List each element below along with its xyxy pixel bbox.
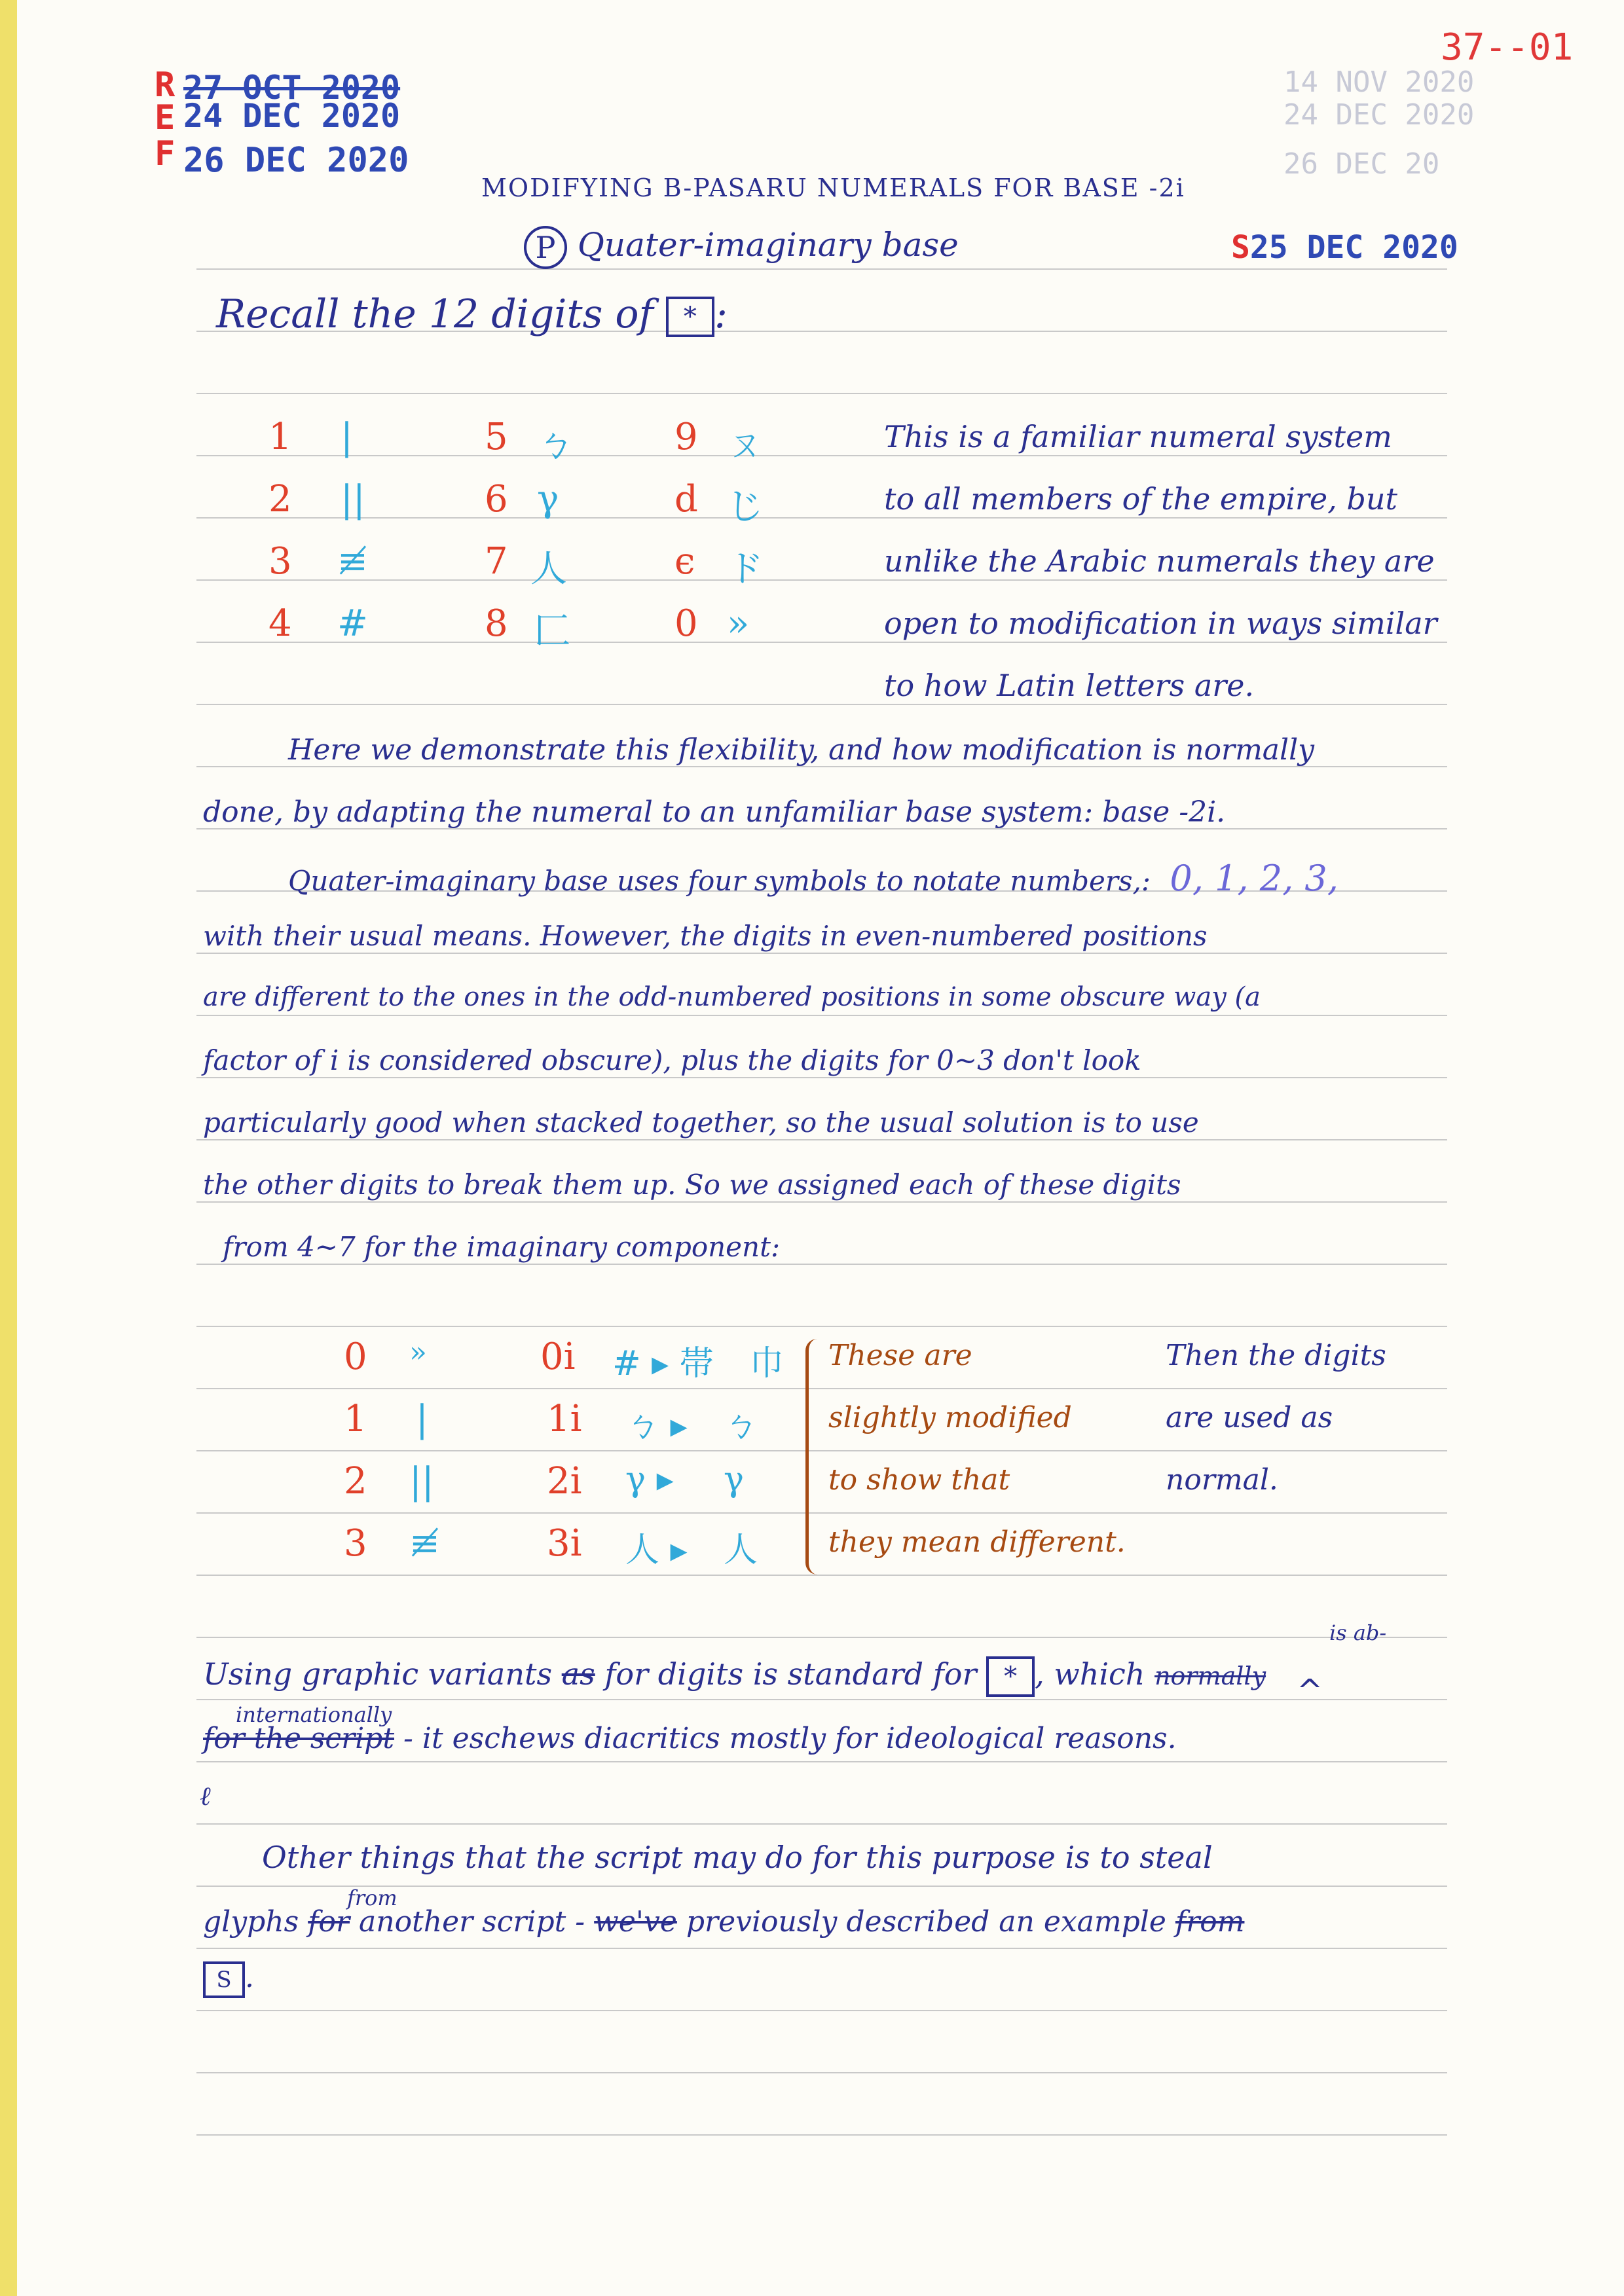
page-subtitle xyxy=(524,226,959,269)
ruled-line xyxy=(196,1699,1447,1700)
ghost-stamp: 26 DEC 20 xyxy=(1283,147,1440,181)
margin-mark: ℓ xyxy=(200,1781,211,1812)
paragraph-line: from 4~7 for the imaginary component: xyxy=(223,1231,781,1263)
bracket-note-line: slightly modified xyxy=(828,1401,1072,1434)
imag-digit-final: γ xyxy=(724,1460,745,1499)
then-note-line: are used as xyxy=(1166,1401,1333,1434)
ruled-line xyxy=(196,1015,1447,1016)
bracket-note-line: These are xyxy=(828,1339,972,1372)
digit-arabic: 1 xyxy=(268,416,292,458)
side-note-line: to all members of the empire, but xyxy=(884,481,1397,517)
real-digit: 0 xyxy=(344,1336,367,1378)
recall-line xyxy=(216,291,728,337)
ruled-line xyxy=(196,393,1447,394)
imag-digit: 0i xyxy=(540,1336,576,1378)
imag-digit: 3i xyxy=(547,1522,582,1565)
paragraph-line: with their usual means. However, the digits in even-numbered positions xyxy=(203,920,1208,952)
ruled-line xyxy=(196,642,1447,643)
symbol-list: 0, 1, 2, 3, xyxy=(1170,858,1338,899)
digit-glyph: » xyxy=(727,602,750,645)
bracket-note-line: they mean different. xyxy=(828,1525,1126,1559)
ruled-line xyxy=(196,1761,1447,1762)
imag-digit-final: 巾 xyxy=(750,1344,784,1383)
paragraph-line xyxy=(203,1656,1266,1697)
paragraph-text: Using graphic variants xyxy=(203,1656,553,1692)
imag-digit-glyph: ㄅ ▸ xyxy=(625,1406,688,1446)
paragraph-line xyxy=(203,1722,1177,1755)
s-symbol-icon: S xyxy=(203,1961,245,1998)
ruled-line xyxy=(196,1201,1447,1203)
struck-word: normally xyxy=(1154,1662,1266,1690)
digit-arabic: 8 xyxy=(485,602,508,645)
digit-glyph: || xyxy=(341,478,365,520)
ruled-line xyxy=(196,1948,1447,1949)
paragraph-line: Other things that the script may do for this purpose is to steal xyxy=(262,1840,1213,1875)
script-symbol-icon: * xyxy=(666,297,714,337)
paragraph-line xyxy=(288,858,1338,899)
ghost-stamp: 24 DEC 2020 xyxy=(1283,98,1475,132)
stamp-ref-letter: R xyxy=(155,65,175,105)
stamp-date-struck: 27 OCT 2020 xyxy=(183,69,401,107)
paragraph-text: for digits is standard for xyxy=(604,1656,977,1692)
stamp-date: 26 DEC 2020 xyxy=(183,141,409,180)
side-note-line: to how Latin letters are. xyxy=(884,668,1255,703)
paragraph-text: another script - xyxy=(359,1905,585,1939)
digit-arabic: 3 xyxy=(268,540,292,583)
digit-arabic: 9 xyxy=(674,416,698,458)
paragraph-text: . xyxy=(245,1961,254,1994)
date-prefix: S xyxy=(1231,229,1250,266)
insertion-caret: ^ xyxy=(1297,1673,1323,1709)
paragraph-line: the other digits to break them up. So we assigned each of these digits xyxy=(203,1169,1181,1201)
real-digit: 3 xyxy=(344,1522,367,1565)
paragraph-text: Quater-imaginary base uses four symbols to notate numbers,: xyxy=(288,865,1151,897)
ruled-line xyxy=(196,1077,1447,1078)
p-circled-icon: P xyxy=(524,226,567,269)
paragraph-line xyxy=(203,1961,254,1998)
date-text: 25 DEC 2020 xyxy=(1249,229,1458,266)
digit-arabic: 6 xyxy=(485,478,508,520)
digit-arabic: 0 xyxy=(674,602,698,645)
stamp-ref-letter: E xyxy=(155,98,175,137)
ghost-stamp: 14 NOV 2020 xyxy=(1283,65,1475,99)
real-digit: 2 xyxy=(344,1460,367,1503)
paragraph-line xyxy=(203,1905,1244,1939)
digit-glyph: ≢ xyxy=(337,540,368,583)
ruled-line xyxy=(196,1139,1447,1140)
ruled-line xyxy=(196,455,1447,456)
ruled-line xyxy=(196,1326,1447,1327)
paragraph-text: , which xyxy=(1035,1656,1145,1692)
ruled-line xyxy=(196,579,1447,581)
inserted-word: is ab- xyxy=(1329,1620,1387,1645)
struck-word: for the script xyxy=(203,1722,395,1755)
bracket-note-line: to show that xyxy=(828,1463,1010,1497)
recall-text: Recall the 12 digits of xyxy=(216,291,654,337)
digit-glyph: | xyxy=(341,416,353,458)
side-note-line: open to modification in ways similar xyxy=(884,606,1437,641)
side-note-line: This is a familiar numeral system xyxy=(884,419,1392,454)
struck-word: we've xyxy=(594,1905,677,1939)
side-note-line: unlike the Arabic numerals they are xyxy=(884,543,1435,579)
ruled-line xyxy=(196,1637,1447,1638)
ruled-line xyxy=(196,1575,1447,1576)
bracket xyxy=(805,1339,824,1575)
digit-glyph: ㄅ xyxy=(537,424,574,466)
imag-digit-final: 人 xyxy=(724,1531,758,1570)
paragraph-line: factor of i is considered obscure), plus the digits for 0~3 don't look xyxy=(203,1044,1141,1076)
imag-digit: 1i xyxy=(547,1398,582,1440)
inserted-word: internationally xyxy=(236,1702,392,1727)
imag-digit: 2i xyxy=(547,1460,582,1503)
then-note-line: Then the digits xyxy=(1166,1339,1386,1372)
digit-arabic: 2 xyxy=(268,478,292,520)
digit-arabic: 7 xyxy=(485,540,508,583)
ruled-line xyxy=(196,517,1447,519)
ruled-line xyxy=(196,953,1447,954)
digit-glyph: じ xyxy=(727,486,764,528)
entry-date xyxy=(1231,229,1458,266)
imag-digit-glyph: # ▸ 帯 xyxy=(612,1344,714,1383)
real-digit-glyph: || xyxy=(409,1460,434,1503)
digit-glyph: ㄡ xyxy=(727,424,764,466)
paragraph-line: are different to the ones in the odd-numbered positions in some obscure way (a xyxy=(203,982,1261,1012)
imag-digit-glyph: γ ▸ xyxy=(625,1460,674,1499)
digit-glyph: ド xyxy=(727,548,764,591)
paragraph-text: - it eschews diacritics mostly for ideological reasons. xyxy=(403,1722,1177,1755)
binder-edge xyxy=(0,0,17,2296)
paragraph-text: glyphs xyxy=(203,1905,299,1939)
then-note-line: normal. xyxy=(1166,1463,1278,1497)
stamp-date-struck: 24 DEC 2020 xyxy=(183,97,401,135)
paragraph-text: previously described an example xyxy=(686,1905,1166,1939)
real-digit-glyph: | xyxy=(416,1398,428,1440)
struck-word: as xyxy=(561,1656,595,1692)
digit-arabic: 4 xyxy=(268,602,292,645)
digit-arabic: d xyxy=(674,478,698,520)
imag-digit-glyph: 人 ▸ xyxy=(625,1531,688,1570)
page-title: MODIFYING B-PASARU NUMERALS FOR BASE -2i xyxy=(481,173,1185,202)
struck-word: from xyxy=(1175,1905,1245,1939)
inserted-word: from xyxy=(347,1886,397,1910)
digit-arabic: 5 xyxy=(485,416,508,458)
subtitle-text: Quater-imaginary base xyxy=(577,226,959,264)
ruled-line xyxy=(196,2134,1447,2136)
digit-glyph: 匚 xyxy=(534,610,570,653)
paragraph-line: done, by adapting the numeral to an unfamiliar base system: base -2i. xyxy=(203,795,1226,829)
ruled-line xyxy=(196,704,1447,705)
imag-digit-final: ㄅ xyxy=(724,1406,758,1446)
stamp-ref-letter: F xyxy=(155,134,175,173)
paragraph-line: Here we demonstrate this flexibility, and how modification is normally xyxy=(288,733,1315,767)
ruled-line xyxy=(196,1264,1447,1265)
paragraph-line: particularly good when stacked together, so the usual solution is to use xyxy=(203,1106,1199,1139)
digit-glyph: # xyxy=(337,602,368,645)
ruled-line xyxy=(196,1823,1447,1825)
recall-colon: : xyxy=(714,291,728,337)
real-digit-glyph: ≢ xyxy=(409,1522,440,1565)
script-symbol-icon: * xyxy=(986,1656,1035,1697)
real-digit: 1 xyxy=(344,1398,367,1440)
ruled-line xyxy=(196,2072,1447,2073)
ruled-line xyxy=(196,2010,1447,2011)
serial-number: 37--01 xyxy=(1441,26,1574,69)
digit-arabic: ϵ xyxy=(674,540,695,583)
struck-word: for xyxy=(308,1905,350,1939)
real-digit-glyph: » xyxy=(409,1336,427,1369)
digit-glyph: 人 xyxy=(530,548,567,591)
digit-glyph: γ xyxy=(537,478,559,520)
